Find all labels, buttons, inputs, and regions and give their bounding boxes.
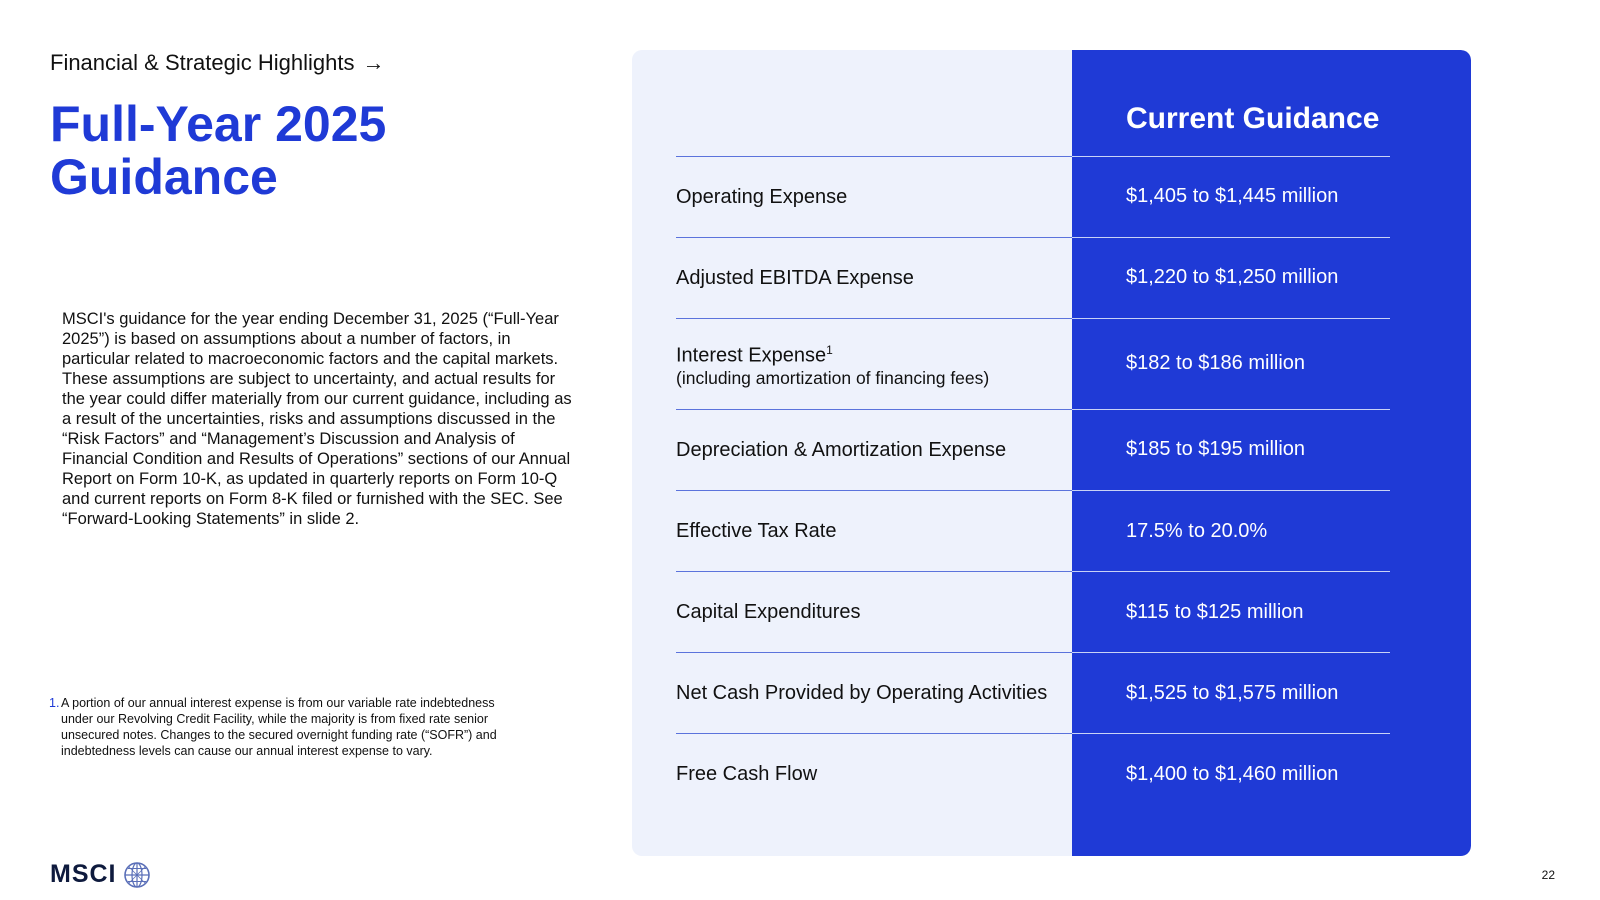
row-label: Effective Tax Rate — [676, 520, 837, 542]
section-link[interactable] — [50, 50, 384, 76]
row-label: Adjusted EBITDA Expense — [676, 266, 914, 289]
globe-icon — [123, 861, 151, 889]
current-guidance-header: Current Guidance — [1126, 102, 1380, 135]
page-title: Full-Year 2025 Guidance — [50, 96, 387, 205]
footnote-number: 1. — [49, 696, 60, 710]
row-value: $1,220 to $1,250 million — [1126, 266, 1339, 288]
table-row — [676, 409, 1390, 489]
row-value: 17.5% to 20.0% — [1126, 519, 1268, 542]
table-row — [676, 318, 1390, 408]
table-row — [676, 490, 1390, 571]
row-value: $185 to $195 million — [1126, 438, 1306, 460]
row-label: Capital Expenditures — [676, 601, 861, 623]
row-value: $1,525 to $1,575 million — [1126, 681, 1339, 704]
footnote — [49, 695, 519, 759]
footnote-text: A portion of our annual interest expense is from our variable rate indebtedness under our Revolving Credit Facility, while the majority is from fixed rate senior unsecured notes. Changes to the secured overnight funding rate (“SOFR”) and indebtedness levels can cause our annual interest expense to vary. — [61, 696, 497, 758]
row-label — [676, 338, 1072, 390]
table-row — [676, 156, 1390, 236]
table-row — [676, 237, 1390, 317]
table-row — [676, 652, 1390, 733]
row-value: $182 to $186 million — [1126, 352, 1306, 374]
row-value: $115 to $125 million — [1126, 600, 1304, 623]
row-label: Net Cash Provided by Operating Activities — [676, 682, 1048, 704]
logo-wordmark: MSCI — [50, 860, 117, 888]
row-label-sub: (including amortization of financing fees) — [676, 368, 990, 389]
row-label-main: Interest Expense — [676, 344, 827, 367]
section-link-label: Financial & Strategic Highlights — [50, 50, 355, 75]
row-value: $1,400 to $1,460 million — [1126, 762, 1339, 785]
table-row — [676, 571, 1390, 652]
arrow-right-icon: → — [362, 50, 385, 75]
table-row — [676, 733, 1390, 814]
row-value: $1,405 to $1,445 million — [1126, 185, 1339, 207]
guidance-disclaimer: MSCI's guidance for the year ending December 31, 2025 (“Full-Year 2025”) is based on assumptions about a number of factors, in particular related to macroeconomic factors and the capital markets. These assumptions are subject to uncertainty, and actual results for the year could differ materially from our current guidance, including as a result of the uncertainties, risks and assumptions discussed in the “Risk Factors” and “Management’s Discussion and Analysis of Financial Condition and Results of Operations” sections of our Annual Report on Form 10-K, as updated in quarterly reports on Form 10-Q and current reports on Form 8-K filed or furnished with the SEC. See “Forward-Looking Statements” in slide 2. — [62, 310, 572, 528]
row-label: Operating Expense — [676, 185, 848, 208]
page-number: 22 — [1541, 868, 1555, 882]
row-label: Depreciation & Amortization Expense — [676, 438, 1007, 461]
msci-logo — [50, 860, 151, 889]
footnote-ref: 1 — [826, 342, 833, 357]
row-label: Free Cash Flow — [676, 763, 818, 785]
